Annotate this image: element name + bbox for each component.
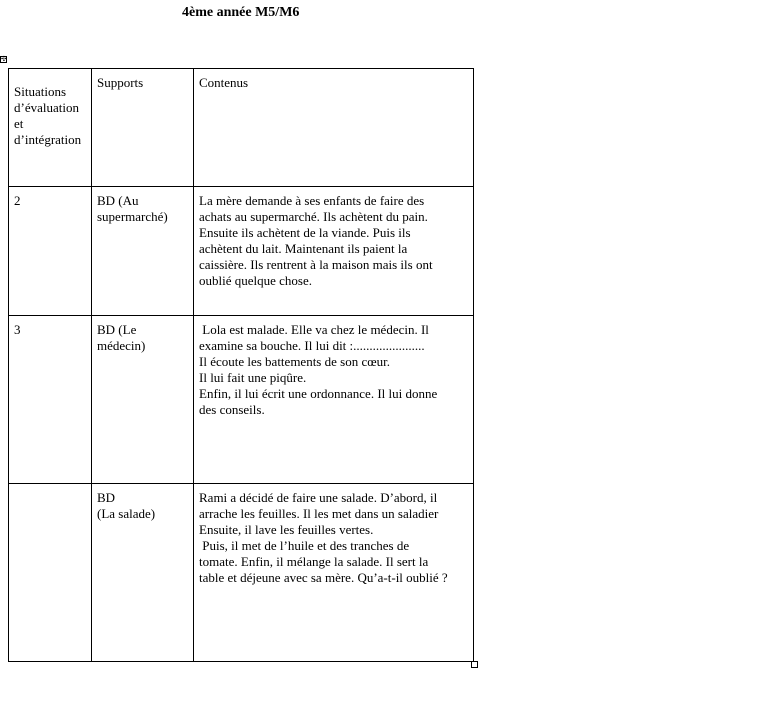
support-line: supermarché): [97, 209, 168, 224]
content-line: La mère demande à ses enfants de faire des: [199, 193, 425, 208]
support-cell[interactable]: [92, 484, 194, 662]
content-line: tomate. Enfin, il mélange la salade. Il sert la: [199, 554, 429, 569]
table-row: [9, 187, 474, 316]
content-line: table et déjeune avec sa mère. Qu’a-t-il oublié ?: [199, 570, 448, 585]
content-cell[interactable]: [194, 187, 474, 316]
support-line: BD: [97, 490, 116, 505]
header-contenus[interactable]: [194, 69, 474, 187]
content-line: Ensuite, il lave les feuilles vertes.: [199, 522, 374, 537]
content-line: Il lui fait une piqûre.: [199, 370, 307, 385]
header-situations-line: et: [14, 116, 24, 131]
content-line: Lola est malade. Elle va chez le médecin. Il: [199, 322, 429, 337]
content-line: Il écoute les battements de son cœur.: [199, 354, 390, 369]
content-line: Rami a décidé de faire une salade. D’abord, il: [199, 490, 438, 505]
header-situations[interactable]: [9, 69, 92, 187]
content-line: Ensuite ils achètent de la viande. Puis ils: [199, 225, 411, 240]
content-line: examine sa bouche. Il lui dit :......................: [199, 338, 425, 353]
header-supports[interactable]: [92, 69, 194, 187]
header-situations-line: d’évaluation: [14, 100, 79, 115]
evaluation-table: [8, 68, 474, 662]
support-line: BD (Le: [97, 322, 137, 337]
content-cell[interactable]: [194, 484, 474, 662]
content-cell[interactable]: [194, 316, 474, 484]
content-line: oublié quelque chose.: [199, 273, 312, 288]
support-line: médecin): [97, 338, 146, 353]
content-line: achètent du lait. Maintenant ils paient la: [199, 241, 408, 256]
content-line: arrache les feuilles. Il les met dans un saladier: [199, 506, 439, 521]
content-line: Puis, il met de l’huile et des tranches de: [199, 538, 410, 553]
row-number-cell[interactable]: [9, 316, 92, 484]
support-line: BD (Au: [97, 193, 139, 208]
table-header-row: [9, 69, 474, 187]
support-cell[interactable]: [92, 187, 194, 316]
row-number: 3: [14, 322, 21, 337]
row-number-cell[interactable]: [9, 187, 92, 316]
row-number-cell[interactable]: [9, 484, 92, 662]
table-resize-handle-icon[interactable]: [471, 661, 478, 668]
content-line: Enfin, il lui écrit une ordonnance. Il lui donne: [199, 386, 438, 401]
table-move-handle-icon[interactable]: ✣: [1, 55, 7, 63]
support-line: (La salade): [97, 506, 156, 521]
header-supports-label: Supports: [97, 75, 144, 90]
content-line: caissière. Ils rentrent à la maison mais ils ont: [199, 257, 433, 272]
header-contenus-label: Contenus: [199, 75, 249, 90]
row-number: 2: [14, 193, 21, 208]
content-line: achats au supermarché. Ils achètent du pain.: [199, 209, 428, 224]
page-title: 4ème année M5/M6: [182, 5, 300, 20]
header-situations-line: Situations: [14, 84, 67, 99]
content-line: des conseils.: [199, 402, 265, 417]
table-row: [9, 484, 474, 662]
header-situations-line: d’intégration: [14, 132, 82, 147]
support-cell[interactable]: [92, 316, 194, 484]
table-row: [9, 316, 474, 484]
